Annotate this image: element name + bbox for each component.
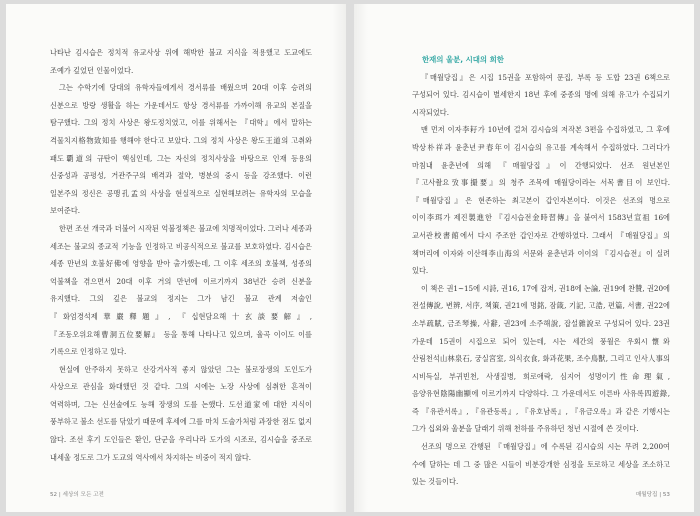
left-page xyxy=(6,4,346,512)
right-page xyxy=(354,4,694,512)
paragraph: 맨 먼저 이자李耔가 10년에 걸쳐 김시습의 저작본 3편을 수집하였고, 그 후에 박상朴祥과 윤춘년尹春年이 김시습의 유고를 계속해서 수집하였다. 그러다가 마침내 윤춘년에 의해 『매월당집』이 간행되었다. 선조 원년본인 『고사촬요攷事撮要』의 청주 조목에 매월당이라는 서목書目이 보인다. 『매월당집』은 현존하는 최고본이 갑인자본이다. 이것은 선조의 명으로 이이李珥가 제진製進한 『김시습전金時習傳』을 붙여서 1583년宣祖 16에 교서관校書館에서 다시 주조한 갑인자로 간행하였다. 그래서 『매월당집』의 책머리에 이자와 이산해李山海의 서문와 윤춘년과 이이의 『김시습전』이 실려 있다. xyxy=(412,125,670,276)
paragraph: 이 책은 권1~15에 시詩, 권16, 17에 잡저, 권18에 논論, 권19에 찬贊, 권20에 전설傳說, 변辨, 서序, 책策, 권21에 명銘, 잠箴, 기記, 고誥, 편篇, 서書, 권22에 소부疏賦, 금조琴操, 사辭, 권23에 소주해說, 잡설雜說로 구성되어 있다. 23권 가운데 15권이 시집으로 되어 있는데, 시는 세간의 풍월은 우회시懷와 산림천석山林泉石, 궁실宮室, 의식衣食, 화과花果, 조수鳥獸, 그리고 인사人事의 시비득실, 부귀빈천, 사생질병, 희로애락, 심지어 성명이기性命理氣, 음양유현陰陽幽顯에 이르기까지 다양하다. 그 가운데서도 이른바 사유록四遊錄, 즉 『유관서록』, 『유관동록』, 『유호남록』, 『유금오록』과 같은 기행시는 그가 십외와 울분을 달래기 위해 천하를 주유하던 청년 시절에 쓴 것이다. xyxy=(412,283,670,434)
left-page-folio: 52 | 세상의 모든 고전 xyxy=(50,492,104,498)
paragraph: 『매월당집』은 시집 15권을 포함하여 문집, 부록 등 도합 23권 6책으로 구성되어 있다. 김시습이 별세한지 18년 후에 중종의 명에 의해 유고가 수집되기 시작되었다. xyxy=(412,72,670,117)
paragraph: 그는 수학기에 당대의 유학자들에게서 경서류를 배웠으며 20대 이후 승려의 신분으로 방랑 생활을 하는 가운데서도 항상 경서류를 가까이해 유교의 본질을 탐구했다. 그의 정치 사상은 왕도정치였고, 이를 위해서는 『대학』에서 말하는 격물치지格物致知를 행해야 한다고 보았다. 그의 정치 사상은 왕도王道의 고취와 패도覇道의 규탄이 핵심인데, 그는 자신의 정치사상을 바탕으로 인재 등용의 신중성과 공평성, 거관주구의 배격과 절약, 병분의 중시 등을 강조했다. 이런 일본주의 정신은 공맹孔孟의 사상을 현실적으로 실현해보려는 유학자의 모습을 보여준다. xyxy=(50,83,312,216)
paragraph: 현실에 안주하지 못하고 산강거사적 좋지 않았던 그는 불로장생의 도인도가 사상으로 관심을 화대했던 것 같다. 그의 시에는 노장 사상에 심취한 흔적이 역력하며, 그는 신선술에도 능해 장생의 도를 논했다. 도선道家에 대한 지식이 풍부하고 불소 선도를 닦았기 때문에 후세에 그를 마치 도술가처럼 과장한 점도 없지 않다. 조선 후기 도인들은 환인, 단군을 우리나라 도가의 시조로, 김시습을 중조로 내세울 정도로 그가 도교의 역사에서 차지하는 비중이 적지 않다. xyxy=(50,364,312,462)
left-page-body xyxy=(50,44,312,466)
gutter-shadow xyxy=(354,4,368,512)
section-heading: 한재의 울분, 시대의 희한 xyxy=(422,55,504,64)
paragraph: 한편 조선 개국과 더불어 시작된 억불정책은 불교에 치명적이었다. 그러나 세종과 세조는 불교의 종교적 기능을 인정하고 비공식적으로 불교를 보호하였다. 김시습은 세종 만년의 호불好佛에 영향을 받아 출가했는데, 그 이후 세조의 호불책, 성종의 억불책을 겪으면서 20대 이후 거의 만년에 이르기까지 38년간 승려 신분을 유지했다. 그의 깊은 불교의 정지는 그가 남긴 불교 관계 저술인 『화엄경석제華嚴釋題』, 『십현담요해十玄談要解』, 『조동오위요해曹洞五位要解』 등을 통해 나타나고 있으며, 율곡 이이도 이를 기록으로 인정하고 있다. xyxy=(50,223,312,357)
paragraph: 선조의 명으로 간행된 『매월당집』에 수록된 김시습의 시는 무려 2,200여 수에 달하는 데 그 중 많은 시들이 비분강개한 심정을 토로하고 세상을 조소하고 있는 것들이다. xyxy=(412,442,670,487)
right-page-folio: 매월당집 | 53 xyxy=(635,492,670,498)
gutter-shadow xyxy=(332,4,346,512)
paragraph: 나타난 김시습은 정치적 유교사상 위에 해박한 불교 지식을 적용했고 도교에도 조예가 깊었던 인물이었다. xyxy=(50,48,312,75)
right-page-body xyxy=(412,51,670,491)
